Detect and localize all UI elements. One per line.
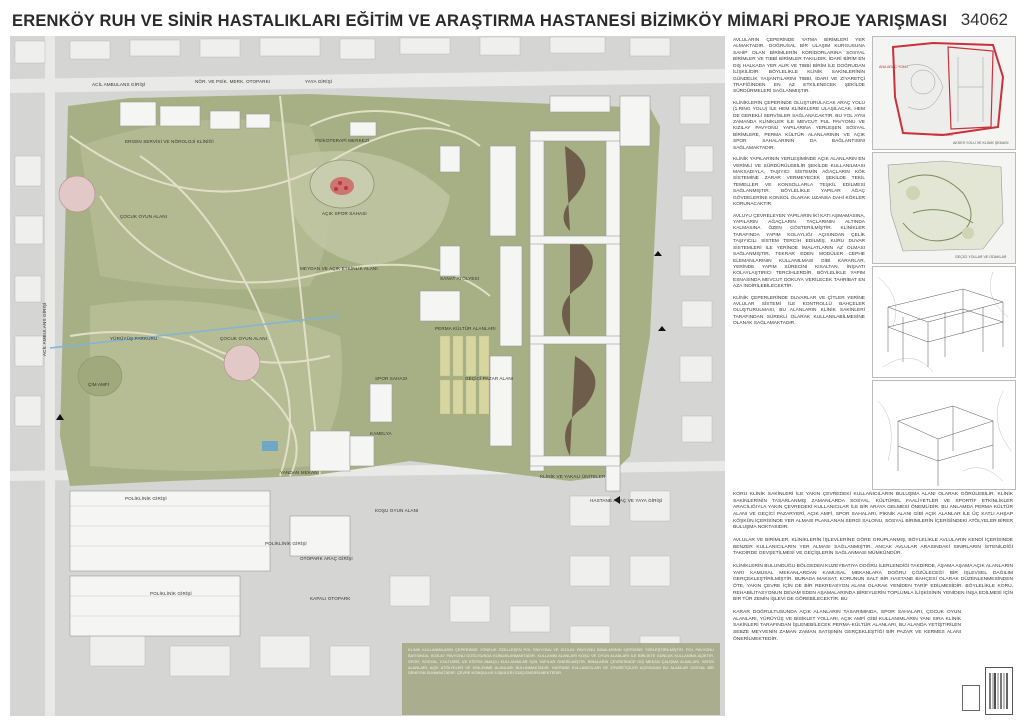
- paragraph: KARAR DOĞRULTUSUNDA AÇIK ALANLARIN TASARIMINDA, SPOR SAHALARI, ÇOCUK OYUN ALANLARI, YÜRÜYÜŞ VE BİSİKLET YOLLARI, AÇIK AMFİ GİBİ KULLANIMLARIN YANI SIRA KLİNİK SAKİNLERİ TARAFINDAN İŞLENEBİLECEK PERMA-KÜLTÜR ALANLARI, BU ALANDA YETİŞTİRİLEN SEBZE MEYVENİN ZAMAN ZAMAN SATIŞININ GERÇEKLEŞTİĞİ BİR PAZAR VE KERMES ALANI ÖNERİLMEKTEDİR.: [733, 610, 961, 642]
- label-yandan-mekan: YANDAN MEKANI: [280, 470, 319, 475]
- paragraph: AVLULARIN ÇEPERİNDE YATMA BİRİMLERİ YER ALMAKTADIR. DOĞRUSAL BİR ULAŞIM KURGUSUNA SAHİP OLAN BİRİMLERİN KORİDORLARINA SOSYAL BİRİMLER VE TIBBİ BİRİMLER TAKILIDIR. İDARİ BİRİM EN DIŞ HALKADA YER ALIR VE TIBBİ BİRİM İLE DOĞRUDAN İLİŞKİLİDİR. BÖYLELİKLE KLİNİK SAKİNLERİNİN GÜNDELİK YAŞANTILARINI TIBBİ, İDARİ VE ZİYARETÇİ TRAFİĞİNDEN EN AZ ETKİLENECEK ŞEKİLDE SÜRDÜRMELERİ SAĞLANMIŞTIR.: [733, 38, 865, 95]
- thumb-access-scheme: [872, 36, 1016, 150]
- paragraph: KLİNİK ÇEPERLERİNDE DUVARLAR VE ÇİTLER YERİNE AVLULAR SİSTEMİ İLE KONTROLLÜ BAHÇELER OLUŞTURULMASI, BU ALANLARIN KLİNİK SAKİNLERİ TARAFINDAN SÜREKLİ OLARAK KULLANILABİLMESİNE OLANAK SAĞLAMAKTADIR.: [733, 295, 865, 327]
- note-box-text: KLİNİK KULLANIMLARIN ÇEPERİNDE YÖNELİK ÖZELLEŞEN POL PAVYONU VE KIZILAY PAVYONU BİNALARININ İÇERİSİNE YERLEŞTİRİLMİŞTİR. POL PAVYONU BATISINDA, KIZILAY PAVYONU DOĞUSUNDA KONUMLANMAKTADIR. KULLANIM ALANLARI KOŞU VE OYUN ALANLARI İLE BİRLİKTE GÜNLÜK KULLANIMA AÇIKTIR. SPOR, SOSYAL, KÜLTÜREL VE EĞİTİM AMAÇLI KULLANIMLAR İÇİN YAPILAR ÖNERİLMİŞTİR. BİNALARIN ÇEVRESİNDE DIŞ MEKAN ÇALIŞMA ALANLARI, SERGİ ALANLARI, AÇIK ATÖLYELER VE DİNLENME ALANLARI BULUNMAKTADIR. HASTANE KULLANICILARI VE ZİYARETÇİLER AÇISINDAN BU ALANLAR SOSYAL BİR DENEYİM SUNMAKTADIR. ÇEVRE KOMŞULUK İLİŞKİLERİ GÜÇLENDİRİLMEKTEDİR.: [408, 647, 714, 676]
- text-column: [733, 38, 865, 333]
- label-cim-amfi: ÇİM AMFİ: [88, 382, 110, 387]
- project-number: 34062: [960, 10, 1008, 29]
- label-cocuk-oyun-1: ÇOCUK OYUN ALANI: [120, 214, 168, 219]
- caption-ring: RİNG YOLU: [933, 133, 953, 137]
- label-poliklinik-2: POLİKLİNİK GİRİŞİ: [265, 541, 307, 546]
- label-cocuk-oyun-2: ÇOCUK OYUN ALANI: [220, 336, 268, 341]
- caption-ana-arac: ANA ARAÇ YOLU: [879, 65, 908, 69]
- barcode-icon: [985, 667, 1013, 715]
- label-hastane-arac: HASTANE ARAÇ VE YAYA GİRİŞİ: [590, 498, 663, 503]
- label-klinik-yakali: KLİNİK VE YAKALI ÜNİTELER: [540, 474, 606, 479]
- label-acik-spor: AÇIK SPOR SAHASI: [322, 211, 367, 216]
- paragraph: KORU KLİNİK SAKİNLERİ İLE YAKIN ÇEVREDEKİ KULLANICILARIN BULUŞMA ALANI OLARAK GÖRÜLEBİLİR. KLİNİK SAKİNLERİNİN TASARLANMIŞ ZAMANLARDA SOSYAL, KÜLTÜREL FAALİYETLER VE SPORTİF ETKİNLİKLER ARACILIĞIYLA YAKIN ÇEVREDEKİ KULLANICILAR İLE BİR ARAYA GELMESİ ÖNEMLİDİR. BU ANLAMDA PERMA KÜLTÜR ALANI VE GEÇİCİ PAZARYERİ, AÇIK AMFİ, SPOR SAHALARI, PİKNİK ALANI GİBİ AÇIK ALANLAR İLE ÜÇ KATLI AHŞAP KÖŞKÜN İÇERİSİNDE YER ALMASI PLANLANAN SERGİ SALONU, SOSYAL BİRİMLERİN İÇERİSİNDEKİ ATÖLYELER BİRER BULUŞMA NOKTASIDIR.: [733, 492, 1013, 531]
- paragraph: KLİNİKLERİN BULUNDUĞU BÖLGEDEN KUZEYBATIYA DOĞRU İLERLENDİĞİ TAKDİRDE, AŞAMA AŞAMA AÇIK ALANLARIN YARI KAMUSAL MEKANLARDAN KAMUSAL MEKANLARA DOĞRU ÇÖZÜLECEĞİ BİR İŞLEVSEL DAĞILIM GERÇEKLEŞTİRİLMİŞTİR. BURADA MAKSAT, KORUNUN SALT BİR HASTANE BAHÇESİ OLARAK DÜZENLENMESİNDEN ÖTE, YAKIN ÇEVRE İÇİN DE BİR REKREASYON ALANI OLARAK YENİDEN TARİF EDİLMESİDİR. BÖYLELİKLE KORU, REHABİLİTASYONUN DEVAM EDEN AŞAMALARINDA BİREYLERİN TOPLUMLA İLİŞKİSİNİN YENİDEN İNŞA EDİLMESİ İÇİN BİR TÜR ZEMİN İŞLEVİ DE GÖREBİLECEKTİR. BU: [733, 564, 1013, 603]
- label-noir-otopark: NÖR. VE PSİK. MERK. OTOPARKI: [195, 79, 271, 84]
- label-ergen-klinik: ERGEN SERVİSİ VE NÖROLOJİ KLİNİĞİ: [125, 139, 214, 144]
- label-acil-ambulans-left: ACİL AMBULANS GİRİŞİ: [42, 302, 47, 356]
- label-otopark: OTOPARK ARAÇ GİRİŞİ: [300, 556, 353, 561]
- note-box: [402, 643, 720, 715]
- sheet-symbol: [962, 685, 980, 711]
- label-kapali-otopark: KAPALI OTOPARK: [310, 596, 351, 601]
- label-sanat: SANAT ATÖLYESİ: [440, 276, 480, 281]
- label-perma: PERMA KÜLTÜR ALANLARI: [435, 326, 496, 331]
- label-yurume: YÜRÜYÜŞ PARKURU: [110, 336, 158, 341]
- caption-thumb-2: GEÇİCİ YOLLAR VE ODAKLAR: [955, 255, 1007, 259]
- paragraph: KLİNİK YAPILARININ YERLEŞİMİNDE AÇIK ALANLARIN EN VERİMLİ VE SÜRDÜRÜLEBİLİR ŞEKİLDE KULLANILMASI MAKSADIYLA, TAŞIYICI SİSTEMİN AĞAÇLARIN KÖK SİSTEMİNE ZARAR VERMEYECEK ŞEKİLDE TEKİL TEMELLER VE KONSOLLARLA TEŞKİL EDİLMESİ SAĞLANMIŞTIR. BÖYLELİKLE YAPILAR AĞAÇ GÖVDELERİNE KONSOL OLARAK UZANSA DAHİ KÖKLER KORUNACAKTIR.: [733, 157, 865, 208]
- label-acil-ambulans: ACİL AMBULANS GİRİŞİ: [92, 82, 146, 87]
- label-kosu: KOŞU OYUN ALANI: [375, 508, 419, 513]
- paragraph: AVLUYU ÇEVRELEYEN YAPILARIN İKİ KATI AŞMAMASINA, YAPILARIN AĞAÇLARIN TAÇLARININ ALTINDA KALMASINA ÖZEN GÖSTERİLMİŞTİR. KLİNİKLER TARAFINDA YAPIM KOLAYLIĞI AÇISINDAN ÇELİK TAŞIYICILI SİSTEM TERCİH EDİLMİŞ, KURU DUVAR SİSTEMLERİ İLE YERİNDE İMALATLARIN AZ OLMASI SAĞLANMIŞTIR. TEKRAR EDEN MODÜLER CEPHE ELEMANLARININ KULLANILMASI GİBİ KARARLAR, YERİNDE YAPIM SÜRECİNİ KISALTAN, İNŞAATI KOLAYLAŞTIRICI TERCİHLERDİR. BÖYLELİKLE YAPIM ESNASINDA MEVCUT DOKUYA VERİLECEK TAHRİBAT EN AZA İNDİRİLEBİLECEKTİR.: [733, 213, 865, 290]
- page-title: ERENKÖY RUH VE SİNİR HASTALIKLARI EĞİTİM VE ARAŞTIRMA HASTANESİ BİZİMKÖY MİMARİ PROJE YARIŞMASI: [12, 12, 948, 30]
- label-spor-sahasi: SPOR SAHASI: [375, 376, 408, 381]
- label-meydan: MEYDAN VE AÇIK ETKİNLİK ALANI: [300, 266, 378, 271]
- text-wide-1: [733, 492, 1013, 649]
- label-poliklinik-3: POLİKLİNİK GİRİŞİ: [150, 591, 192, 596]
- label-psikoterapi: PSİKOTERAPİ MERKEZİ: [315, 138, 370, 143]
- site-plan: [10, 36, 725, 716]
- thumb-paths: [872, 152, 1016, 264]
- paragraph: AVLULAR VE BİRİMLER, KLİNİKLERİN İŞLEVLERİNE GÖRE GRUPLANMIŞ, BÖYLELİKLE AVLULARIN KENDİ İÇERİSİNDE BENZER KULLANICILARIN YER ALMASI SAĞLANMIŞTIR. ANCAK AVLULAR ARASINDAKİ SINIRLARIN İSTENİLDİĞİ TAKDİRDE GEVŞETİLMESİ VE GEÇİŞLERİN SAĞLANMASI MÜMKÜNDÜR.: [733, 538, 1013, 557]
- thumb-structure-1: [872, 266, 1016, 378]
- label-poliklinik-1: POLİKLİNİK GİRİŞİ: [125, 496, 167, 501]
- thumb-structure-2: [872, 380, 1016, 490]
- paths-diagram: [873, 153, 1015, 263]
- caption-thumb-1: AKSES YOLU VE KLİNİK ŞEMASI: [953, 141, 1009, 145]
- paragraph: KLİNİKLERİN ÇEPERİNDE OLUŞTURULACAK ARAÇ YOLU (1.RING YOLU) İLE HEM KLİNİKLERE ULAŞILACAK, HEM DE GEREKLİ SERVİSLER SAĞLANACAKTIR. BU YOL AYNI ZAMANDA KLİNİKLER İLE MEVCUT PUL PAVYONU VE KIZILAY PAVYONU YAPILARINA YERLEŞEN SOSYAL BİRİMLERE, PERMA KÜLTÜR ALANLARININ VE AÇIK SPOR SAHALARININ DA BAĞLANTISINI SAĞLAMAKTADIR.: [733, 100, 865, 151]
- label-kamelya: KAMELYA: [370, 431, 392, 436]
- label-gecici-pazar: GEÇİCİ PAZAR ALANI: [465, 376, 514, 381]
- structure-sketch-1: [873, 267, 1015, 377]
- structure-sketch-2: [873, 381, 1015, 489]
- label-yaya-girisi: YAYA GİRİŞİ: [305, 79, 333, 84]
